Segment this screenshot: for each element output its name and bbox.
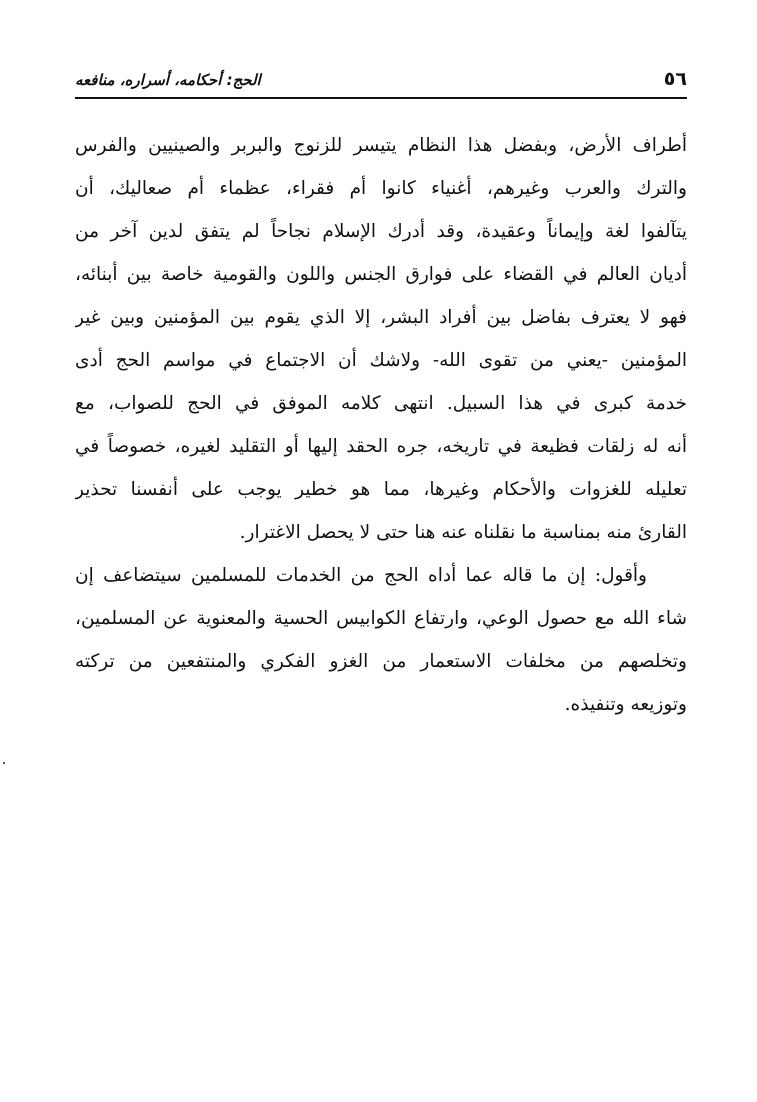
body-text bbox=[75, 124, 687, 726]
text-line: وتخلصهم من مخلفات الاستعمار من الغزو الفكري والمنتفعين من تركته bbox=[75, 651, 687, 672]
scan-speck bbox=[3, 762, 5, 764]
text-line: شاء الله مع حصول الوعي، وارتفاع الكوابيس الحسية والمعنوية عن المسلمين، bbox=[75, 608, 687, 629]
text-line: القارئ منه بمناسبة ما نقلناه عنه هنا حتى لا يحصل الاغترار. bbox=[239, 522, 687, 543]
text-line: أديان العالم في القضاء على فوارق الجنس واللون والقومية خاصة بين أبنائه، bbox=[75, 264, 687, 285]
page-header bbox=[75, 66, 687, 96]
text-line: يتآلفوا لغة وإيماناً وعقيدة، وقد أدرك الإسلام نجاحاً لم يتفق لدين آخر من bbox=[75, 221, 687, 242]
text-line: أنه له زلقات فظيعة في تاريخه، جره الحقد إليها أو التقليد لغيره، خصوصاً في bbox=[75, 436, 687, 457]
header-divider bbox=[75, 97, 687, 99]
text-line: وأقول: إن ما قاله عما أداه الحج من الخدمات للمسلمين سيتضاعف إن bbox=[75, 565, 647, 586]
running-title: الحج: أحكامه، أسراره، منافعه bbox=[75, 71, 261, 89]
page-number: ٥٦ bbox=[663, 68, 687, 90]
text-line: وتوزيعه وتنفيذه. bbox=[564, 694, 687, 715]
text-line: أطراف الأرض، وبفضل هذا النظام يتيسر للزنوج والبربر والصينيين والفرس bbox=[75, 135, 687, 156]
text-line: والترك والعرب وغيرهم، أغنياء كانوا أم فقراء، عظماء أم صعاليك، أن bbox=[75, 178, 687, 199]
text-line: المؤمنين -يعني من تقوى الله- ولاشك أن الاجتماع في مواسم الحج أدى bbox=[75, 350, 687, 371]
text-line: فهو لا يعترف بفاضل بين أفراد البشر، إلا الذي يقوم بين المؤمنين وبين غير bbox=[75, 307, 687, 328]
text-line: خدمة كبرى في هذا السبيل. انتهى كلامه الموفق في الحج للصواب، مع bbox=[75, 393, 687, 414]
text-line: تعليله للغزوات والأحكام وغيرها، مما هو خطير يوجب على أنفسنا تحذير bbox=[75, 479, 687, 500]
